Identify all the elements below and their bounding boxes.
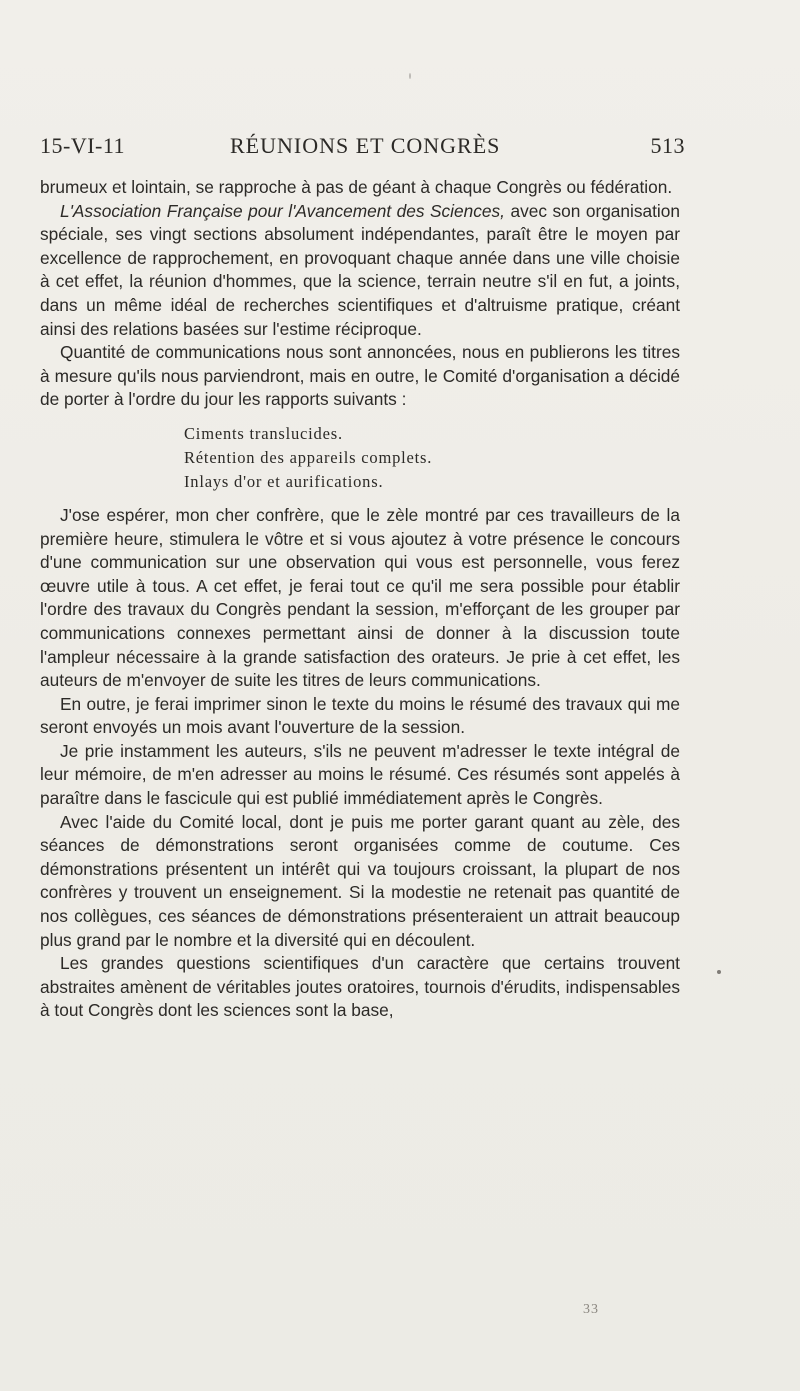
signature-mark: 33 <box>583 1302 599 1317</box>
report-item: Rétention des appareils complets. <box>184 447 433 467</box>
body-text <box>40 176 680 1023</box>
paragraph-7: Avec l'aide du Comité local, dont je puis me porter garant quant au zèle, des séances de démonstrations seront organisées comme de coutume. Ces démonstrations présentent un intérêt qui va toujours croissant, la plupart de nos confrères y trouvent un enseignement. Si la modestie ne retenait pas quantité de nos collègues, ces séances de démonstrations présenteraient un attrait beaucoup plus grand par le nombre et la diversité qui en découlent. <box>40 811 680 950</box>
paragraph-2-rest: avec son organisation spéciale, ses vingt sections absolument indépendantes, paraît être le moyen par excellence de rapprochement, en provoquant chaque année dans une ville choisie à cet effet, la réunion d'hommes, que la science, terrain neutre s'il en fut, a joints, dans un même idéal de recherches scientifiques et d'altruisme pratique, créant ainsi des relations basées sur l'estime réciproque. <box>40 200 680 339</box>
paragraph-8: Les grandes questions scientifiques d'un caractère que certains trouvent abstraites amènent de véritables joutes oratoires, tournois d'érudits, indispensables à tout Congrès dont les sciences sont la base, <box>40 953 680 1021</box>
paragraph-1: brumeux et lointain, se rapproche à pas de géant à chaque Congrès ou fédération. <box>40 177 673 197</box>
association-name: L'Association Française pour l'Avancement des Sciences, <box>60 200 505 221</box>
running-header <box>40 133 685 167</box>
ink-speck <box>409 73 411 79</box>
paragraph-5: En outre, je ferai imprimer sinon le texte du moins le résumé des travaux qui me seront envoyés un mois avant l'ouverture de la session. <box>40 693 680 738</box>
header-date: 15-VI-11 <box>40 133 126 158</box>
header-title: RÉUNIONS ET CONGRÈS <box>230 133 501 158</box>
paragraph-6: Je prie instamment les auteurs, s'ils ne peuvent m'adresser le texte intégral de leur mémoire, de m'en adresser au moins le résumé. Ces résumés sont appelés à paraître dans le fascicule qui est publié immédiatement après le Congrès. <box>40 740 680 809</box>
report-item: Ciments translucides. <box>184 423 343 443</box>
reports-list <box>184 422 680 494</box>
paragraph-2 <box>40 200 680 342</box>
ink-speck <box>717 970 721 974</box>
report-item: Inlays d'or et aurifications. <box>184 471 384 491</box>
paragraph-4: J'ose espérer, mon cher confrère, que le zèle montré par ces travailleurs de la première heure, stimulera le vôtre et si vous ajoutez à votre présence le concours d'une communication sur une observation qui vous est personnelle, vous ferez œuvre utile à tous. A cet effet, je ferai tout ce qu'il me sera possible pour établir l'ordre des travaux du Congrès pendant la session, m'efforçant de les grouper par communications connexes permettant ainsi de donner à la discussion toute l'ampleur nécessaire à la grande satisfaction des orateurs. Je prie à cet effet, les auteurs de m'envoyer de suite les titres de leurs communications. <box>40 504 680 691</box>
paragraph-3: Quantité de communications nous sont annoncées, nous en publierons les titres à mesure qu'ils nous parviendront, mais en outre, le Comité d'organisation a décidé de porter à l'ordre du jour les rapports suivants : <box>40 342 680 410</box>
page-number: 513 <box>650 133 685 158</box>
